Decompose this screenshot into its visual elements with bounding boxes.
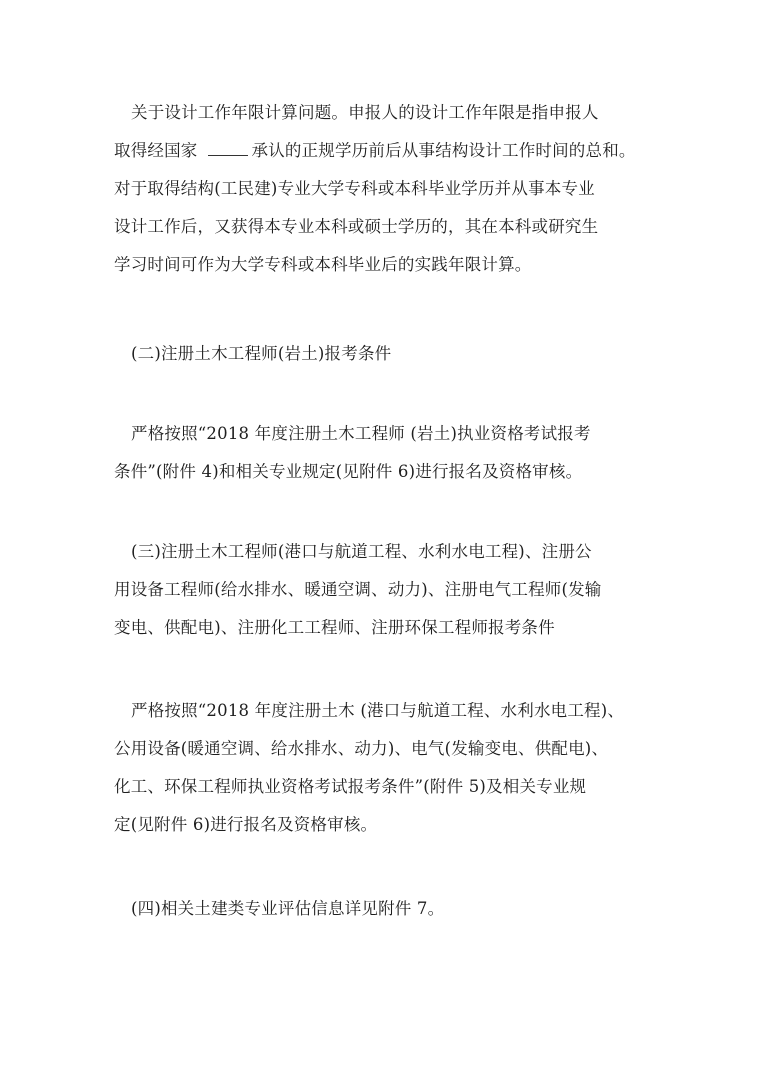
- text-segment: 承认的正规学历前后从事结构设计工作时间的总和。: [251, 141, 636, 160]
- section-heading-2: (二)注册土木工程师(岩土)报考条件: [131, 344, 392, 363]
- paragraph-line: 对于取得结构(工民建)专业大学专科或本科毕业学历并从事本专业: [114, 179, 595, 198]
- paragraph-line: 学习时间可作为大学专科或本科毕业后的实践年限计算。: [114, 255, 532, 274]
- paragraph-line: 条件”(附件 4)和相关专业规定(见附件 6)进行报名及资格审核。: [114, 462, 583, 481]
- paragraph-line: 公用设备(暖通空调、给水排水、动力)、电气(发输变电、供配电)、: [114, 739, 609, 758]
- section-heading-3-cont: 用设备工程师(给水排水、暖通空调、动力)、注册电气工程师(发输: [114, 580, 602, 599]
- paragraph-line: 化工、环保工程师执业资格考试报考条件”(附件 5)及相关专业规: [114, 777, 587, 796]
- text-segment: 取得经国家: [114, 141, 198, 160]
- section-heading-3-cont: 变电、供配电)、注册化工工程师、注册环保工程师报考条件: [114, 618, 555, 637]
- section-heading-3: (三)注册土木工程师(港口与航道工程、水利水电工程)、注册公: [131, 542, 592, 561]
- paragraph-line: 定(见附件 6)进行报名及资格审核。: [114, 815, 378, 834]
- blank-underline: [208, 141, 248, 156]
- paragraph-line: 严格按照“2018 年度注册土木 (港口与航道工程、水利水电工程)、: [131, 701, 625, 720]
- paragraph-line: 关于设计工作年限计算问题。申报人的设计工作年限是指申报人: [131, 103, 599, 122]
- section-heading-4: (四)相关土建类专业评估信息详见附件 7。: [131, 899, 445, 918]
- paragraph-line: 严格按照“2018 年度注册土木工程师 (岩土)执业资格考试报考: [131, 424, 591, 443]
- paragraph-line: 设计工作后，又获得本专业本科或硕士学历的，其在本科或研究生: [114, 217, 599, 236]
- paragraph-line: [114, 140, 636, 162]
